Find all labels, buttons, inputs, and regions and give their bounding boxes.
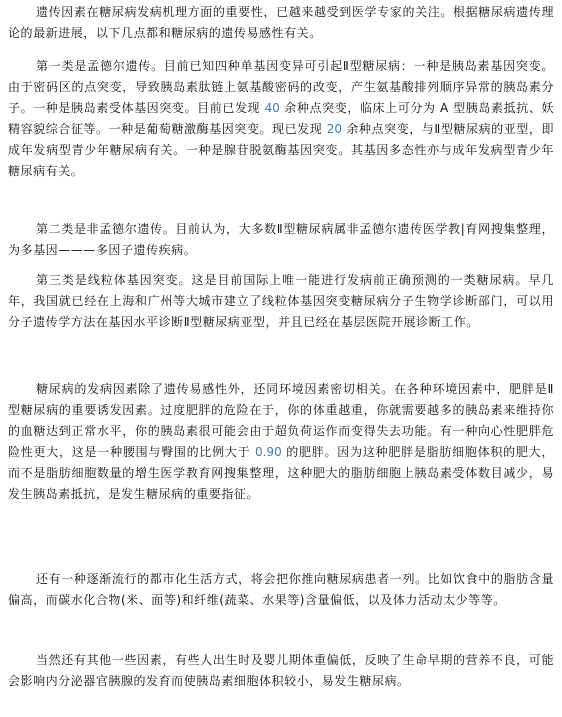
paragraph-4: [8, 270, 554, 333]
paragraph-6: [8, 569, 554, 611]
paragraph-3: [8, 219, 554, 261]
paragraph-text: 当然还有其他一些因素，有些人出生时及婴儿期体重偏低，反映了生命早期的营养不良，可能会影响内分泌器官胰腺的发育而使胰岛素细胞体积较小，易发生糖尿病。: [8, 653, 554, 688]
number-value: 0.90: [254, 445, 282, 459]
paragraph-text: 的肥胖。因为这种肥胖是脂肪细胞体积的肥大，而不是脂肪细胞数量的增生医学教育网搜集整理，这种肥大的脂肪细胞上胰岛素受体数目减少，易发生胰岛素抵抗，是发生糖尿病的重要指征。: [8, 445, 554, 501]
paragraph-text: 第一类是孟德尔遗传。目前已知四种单基因变异可引起Ⅱ型糖尿病：一种是胰岛素基因突变。由于密码区的点突变，导致胰岛素肽链上氨基酸密码的改变，产生氨基酸排列顺序异常的胰岛素分子。一种是胰岛素受体基因突变。目前已发现: [8, 59, 554, 115]
number-value: 40: [264, 101, 280, 115]
paragraph-text: 余种点突变，临床上可分为 A 型胰岛素抵抗、妖精容貌综合征等。一种是葡萄糖激酶基因突变。现已发现: [8, 101, 555, 136]
paragraph-text: 遗传因素在糖尿病发病机理方面的重要性，已越来越受到医学专家的关注。根据糖尿病遗传理论的最新进展，以下几点都和糖尿病的遗传易感性有关。: [8, 5, 554, 40]
paragraph-text: 余种点突变，与Ⅱ型糖尿病的亚型，即成年发病型青少年糖尿病有关。一种是腺苷脱氨酶基因突变。其基因多态性亦与成年发病型青少年糖尿病有关。: [8, 122, 554, 178]
paragraph-text: 第二类是非孟德尔遗传。目前认为，大多数Ⅱ型糖尿病属非孟德尔遗传医学教|育网搜集整理，为多基因———多因子遗传疾病。: [8, 222, 554, 257]
paragraph-2: [8, 56, 554, 182]
paragraph-5: [8, 379, 554, 505]
number-value: 20: [326, 122, 342, 136]
paragraph-text: 第三类是线粒体基因突变。这是目前国际上唯一能进行发病前正确预测的一类糖尿病。早几年，我国就已经在上海和广州等大城市建立了线粒体基因突变糖尿病分子生物学诊断部门，可以用分子遗传学方法在基因水平诊断Ⅱ型糖尿病亚型，并且已经在基层医院开展诊断工作。: [8, 273, 554, 329]
paragraph-text: 糖尿病的发病因素除了遗传易感性外，还同环境因素密切相关。在各种环境因素中，肥胖是Ⅱ型糖尿病的重要诱发因素。过度肥胖的危险在于，你的体重越重，你就需要越多的胰岛素来维持你的血糖达到正常水平，你的胰岛素很可能会由于超负荷运作而变得失去功能。有一种向心性肥胖危险性更大，这是一种腰围与臀围的比例大于: [8, 382, 554, 459]
paragraph-7: [8, 650, 554, 692]
paragraph-1: [8, 2, 554, 44]
paragraph-text: 还有一种逐渐流行的都市化生活方式，将会把你推向糖尿病患者一列。比如饮食中的脂肪含量偏高，而碳水化合物(米、面等)和纤维(蔬菜、水果等)含量偏低，以及体力活动太少等等。: [8, 572, 554, 607]
